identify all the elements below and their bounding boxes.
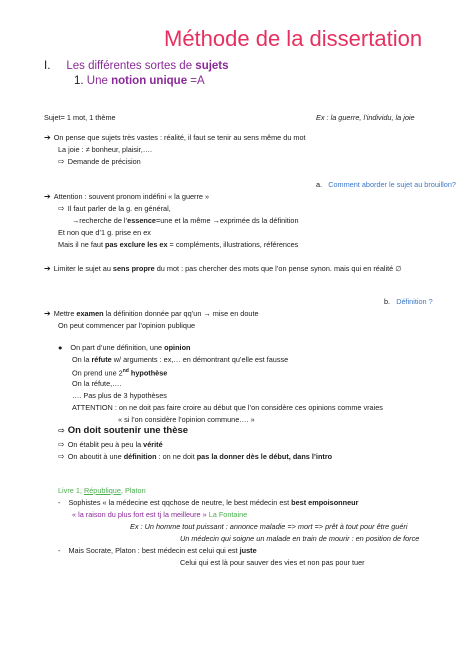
text: la définition donnée par qq’un → mise en doute <box>103 309 259 318</box>
subsection-pre: Une <box>86 75 112 87</box>
question-a <box>316 180 456 189</box>
bullet-dot-icon: ● <box>58 343 63 352</box>
bullet-1-text: On pense que sujets très vastes : réalité, il faut se tenir au sens même du mot <box>53 133 306 142</box>
text: →recherche de l’ <box>72 216 128 225</box>
example-line: Ex : la guerre, l’individu, la joie <box>316 113 415 122</box>
arrow-icon: ➔ <box>44 133 51 142</box>
sens-propre-bold: sens propre <box>112 264 155 273</box>
question-b <box>384 297 433 306</box>
verite-bold: vérité <box>143 440 163 449</box>
opinion-bold: opinion <box>164 343 191 352</box>
juste-bold: juste <box>239 546 257 555</box>
bullet-1-line-2: La joie : ≠ bonheur, plaisir,…. <box>58 145 153 154</box>
bullet-2-sub-text: Il faut parler de la g. en général, <box>67 204 171 213</box>
fontaine-line <box>72 510 247 519</box>
dot-line-7: « si l’on considère l’opinion commune…. » <box>118 415 255 424</box>
text: On prend une 2 <box>72 368 123 378</box>
definition-bold: définition <box>123 452 157 461</box>
text: On part d’une définition, une <box>70 343 165 352</box>
bullet-3 <box>44 264 402 273</box>
text: du mot : pas chercher des mots que l’on pense synon. mais qui en réalité ∅ <box>154 264 402 273</box>
text: On la <box>72 355 92 364</box>
text: =une et la même →exprimée ds la définition <box>155 216 299 225</box>
not-at-start-bold: pas la donner dès le début, dans l’intro <box>196 452 333 461</box>
outline-arrow-icon: ⇨ <box>58 452 65 461</box>
subsection-post: =A <box>187 75 205 87</box>
question-b-letter: b. <box>384 297 391 306</box>
section-text: Les différentes sortes de <box>66 60 196 72</box>
thesis-text: On doit soutenir une thèse <box>67 425 189 436</box>
section-number: I. <box>44 60 51 72</box>
dot-item <box>58 343 190 352</box>
arrow-icon: ➔ <box>44 309 51 318</box>
bullet-1-sub-text: Demande de précision <box>67 157 141 166</box>
bullet-2-line-4: Et non que d’1 g. prise en ex <box>58 228 151 237</box>
dot-line-3 <box>72 367 167 377</box>
section-heading <box>44 60 229 72</box>
section-bold: sujets <box>195 60 229 72</box>
exclude-bold: pas exclure les ex <box>105 240 168 249</box>
page-title: Méthode de la dissertation <box>164 26 423 51</box>
republique-link[interactable]: République <box>83 486 121 495</box>
sophistes-line <box>58 498 358 507</box>
refute-bold: réfute <box>91 355 112 364</box>
dot-line-5: …. Pas plus de 3 hypothèses <box>72 391 167 400</box>
text: Sophistes « la médecine est qqchose de neutre, le best médecin est <box>68 498 292 507</box>
hypothese-bold: hypothèse <box>128 368 168 378</box>
book-reference <box>58 486 146 495</box>
text: Livre 1, <box>58 486 84 495</box>
sauver-line: Celui qui est là pour sauver des vies et non pas pour tuer <box>180 558 365 567</box>
subsection-number: 1. <box>74 75 84 87</box>
bullet-4-line-2: On peut commencer par l’opinion publique <box>58 321 196 330</box>
text: Mais il ne faut <box>58 240 106 249</box>
text: On établit peu à peu la <box>67 440 144 449</box>
examen-bold: examen <box>76 309 104 318</box>
bullet-2-line-5 <box>58 240 298 249</box>
outline-arrow-icon: ⇨ <box>58 440 65 449</box>
verite-line <box>58 440 163 449</box>
la-fontaine: La Fontaine <box>208 510 248 519</box>
bullet-1-sub <box>58 157 141 166</box>
dot-line-2 <box>72 355 288 364</box>
question-a-letter: a. <box>316 180 323 189</box>
bullet-4 <box>44 309 259 318</box>
text: Limiter le sujet au <box>53 264 113 273</box>
text: Mais Socrate, Platon : best médecin est celui qui est <box>68 546 240 555</box>
dot-line-6: ATTENTION : on ne doit pas faire croire au début que l’on considère ces opinions comme vraies <box>72 403 383 412</box>
empoisonneur-bold: best empoisonneur <box>291 498 359 507</box>
arrow-icon: ➔ <box>44 264 51 273</box>
arrow-icon: ➔ <box>44 192 51 201</box>
bullet-1 <box>44 133 306 142</box>
dash: - <box>58 498 61 507</box>
outline-arrow-icon: ⇨ <box>58 426 65 435</box>
text: Mettre <box>53 309 77 318</box>
text: : on ne doit <box>156 452 197 461</box>
bullet-2-text: Attention : souvent pronom indéfini « la guerre » <box>53 192 210 201</box>
outline-arrow-icon: ⇨ <box>58 157 65 166</box>
bullet-2-line-3 <box>72 216 299 225</box>
ex-line: Ex : Un homme tout puissant : annonce maladie => mort => prêt à tout pour être guéri <box>130 522 408 531</box>
sujet-line: Sujet= 1 mot, 1 thème <box>44 113 116 122</box>
text: On aboutit à une <box>67 452 124 461</box>
question-b-text: Définition ? <box>396 297 433 306</box>
dot-line-4: On la réfute,…. <box>72 379 122 388</box>
definition-line <box>58 452 332 461</box>
text: , Platon <box>120 486 146 495</box>
outline-arrow-icon: ⇨ <box>58 204 65 213</box>
medecin-line: Un médecin qui soigne un malade en train de mourir : en position de force <box>180 534 420 543</box>
superscript: nd <box>122 368 129 374</box>
subsection-bold: notion unique <box>111 75 188 87</box>
thesis-line <box>58 426 188 435</box>
bullet-2 <box>44 192 209 201</box>
socrate-line <box>58 546 257 555</box>
subsection-heading <box>74 75 205 87</box>
bullet-2-sub <box>58 204 171 213</box>
question-a-text: Comment aborder le sujet au brouillon? <box>328 180 456 189</box>
text: w/ arguments : ex,… en démontrant qu’elle est fausse <box>111 355 289 364</box>
dash: - <box>58 546 61 555</box>
text: = compléments, illustrations, références <box>167 240 299 249</box>
quote: « la raison du plus fort est tj la meilleure » <box>72 510 209 519</box>
essence-bold: essence <box>127 216 156 225</box>
